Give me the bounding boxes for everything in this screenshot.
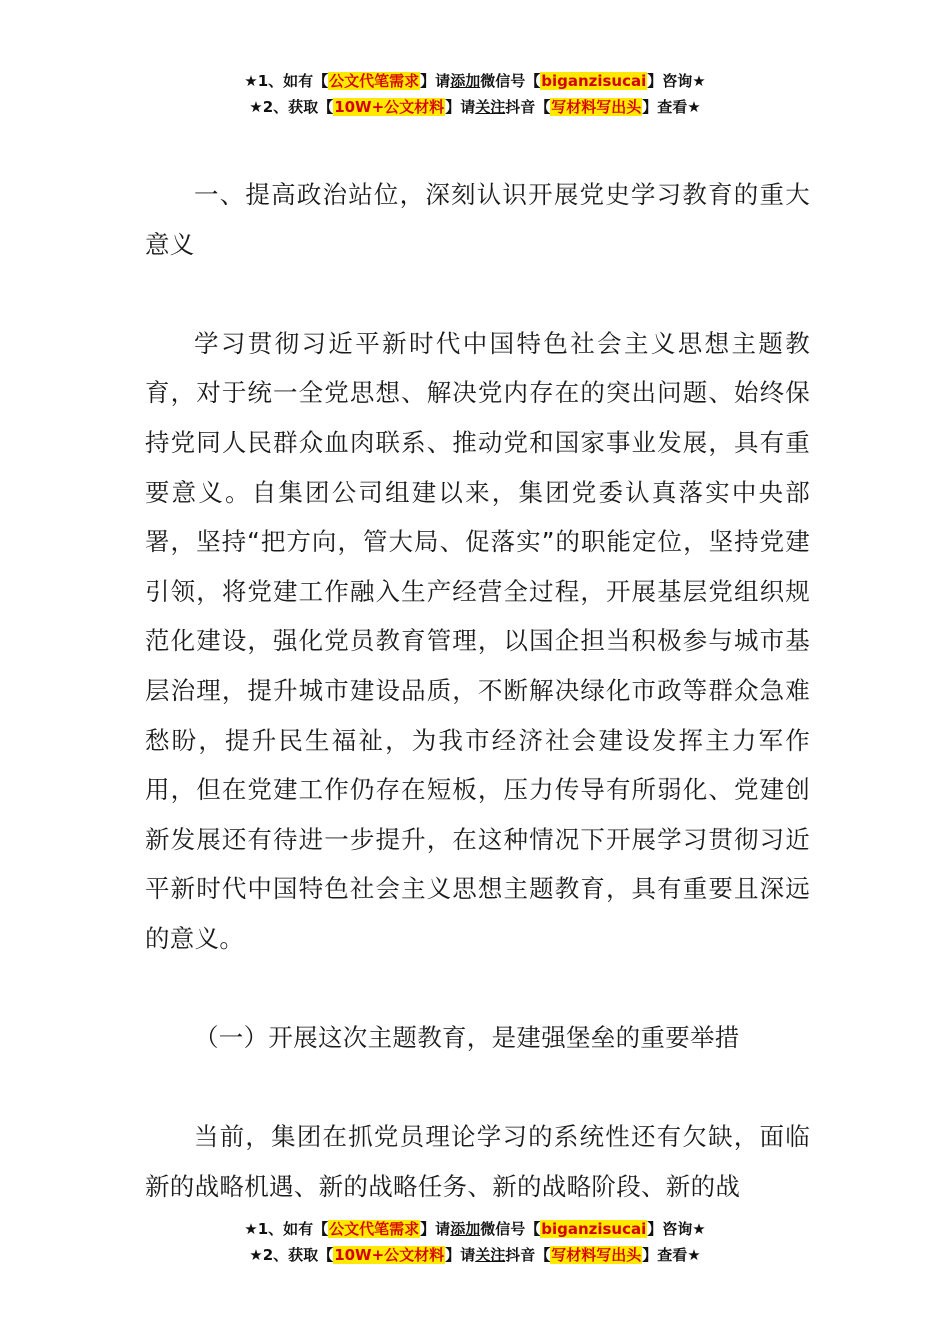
banner-text: 微信号【 [480, 72, 541, 90]
header-banner [0, 68, 950, 120]
banner-underlined: 添加 [450, 72, 481, 90]
banner-line-1 [0, 1216, 950, 1242]
banner-text: 】咨询★ [647, 1220, 706, 1238]
paragraph-1: 学习贯彻习近平新时代中国特色社会主义思想主题教育，对于统一全党思想、解决党内存在的突出问题、始终保持党同人民群众血肉联系、推动党和国家事业发展，具有重要意义。自集团公司组建以来，集团党委认真落实中央部署，坚持“把方向，管大局、促落实”的职能定位，坚持党建引领，将党建工作融入生产经营全过程，开展基层党组织规范化建设，强化党员教育管理，以国企担当积极参与城市基层治理，提升城市建设品质，不断解决绿化市政等群众急难愁盼，提升民生福祉，为我市经济社会建设发挥主力军作用，但在党建工作仍存在短板，压力传导有所弱化、党建创新发展还有待进一步提升，在这种情况下开展学习贯彻习近平新时代中国特色社会主义思想主题教育，具有重要且深远的意义。 [145, 328, 810, 953]
banner-text: 抖音【 [505, 1246, 551, 1264]
banner-highlight: 公文代笔需求 [329, 1220, 420, 1238]
subsection-heading-1: （一）开展这次主题教育，是建强堡垒的重要举措 [194, 1023, 740, 1053]
banner-underlined: 关注 [475, 1246, 506, 1264]
banner-text: 】查看★ [642, 1246, 701, 1264]
banner-underlined: 添加 [450, 1220, 481, 1238]
section-heading-1: 一、提高政治站位，深刻认识开展党史学习教育的重大意义 [145, 180, 810, 259]
banner-highlight: 写材料写出头 [551, 1246, 642, 1264]
banner-highlight: 10W+公文材料 [334, 1246, 445, 1264]
banner-highlight: 10W+公文材料 [334, 98, 445, 116]
banner-text: 】请 [445, 1246, 476, 1264]
banner-text: 抖音【 [505, 98, 551, 116]
banner-text: ★2、获取【 [249, 98, 334, 116]
banner-highlight: biganzisucai [541, 72, 647, 90]
banner-highlight: biganzisucai [541, 1220, 647, 1238]
banner-text: 】请 [445, 98, 476, 116]
banner-text: ★1、如有【 [244, 1220, 329, 1238]
banner-highlight: 写材料写出头 [551, 98, 642, 116]
banner-text: ★1、如有【 [244, 72, 329, 90]
document-body [145, 170, 810, 1211]
banner-highlight: 公文代笔需求 [329, 72, 420, 90]
paragraph-2: 当前，集团在抓党员理论学习的系统性还有欠缺，面临新的战略机遇、新的战略任务、新的战略阶段、新的战 [145, 1122, 810, 1201]
banner-line-1 [0, 68, 950, 94]
banner-text: 】请 [420, 1220, 451, 1238]
banner-text: 微信号【 [480, 1220, 541, 1238]
banner-text: 】查看★ [642, 98, 701, 116]
banner-text: 】请 [420, 72, 451, 90]
banner-line-2 [0, 94, 950, 120]
banner-underlined: 关注 [475, 98, 506, 116]
banner-line-2 [0, 1242, 950, 1268]
banner-text: 】咨询★ [647, 72, 706, 90]
banner-text: ★2、获取【 [249, 1246, 334, 1264]
footer-banner [0, 1216, 950, 1268]
